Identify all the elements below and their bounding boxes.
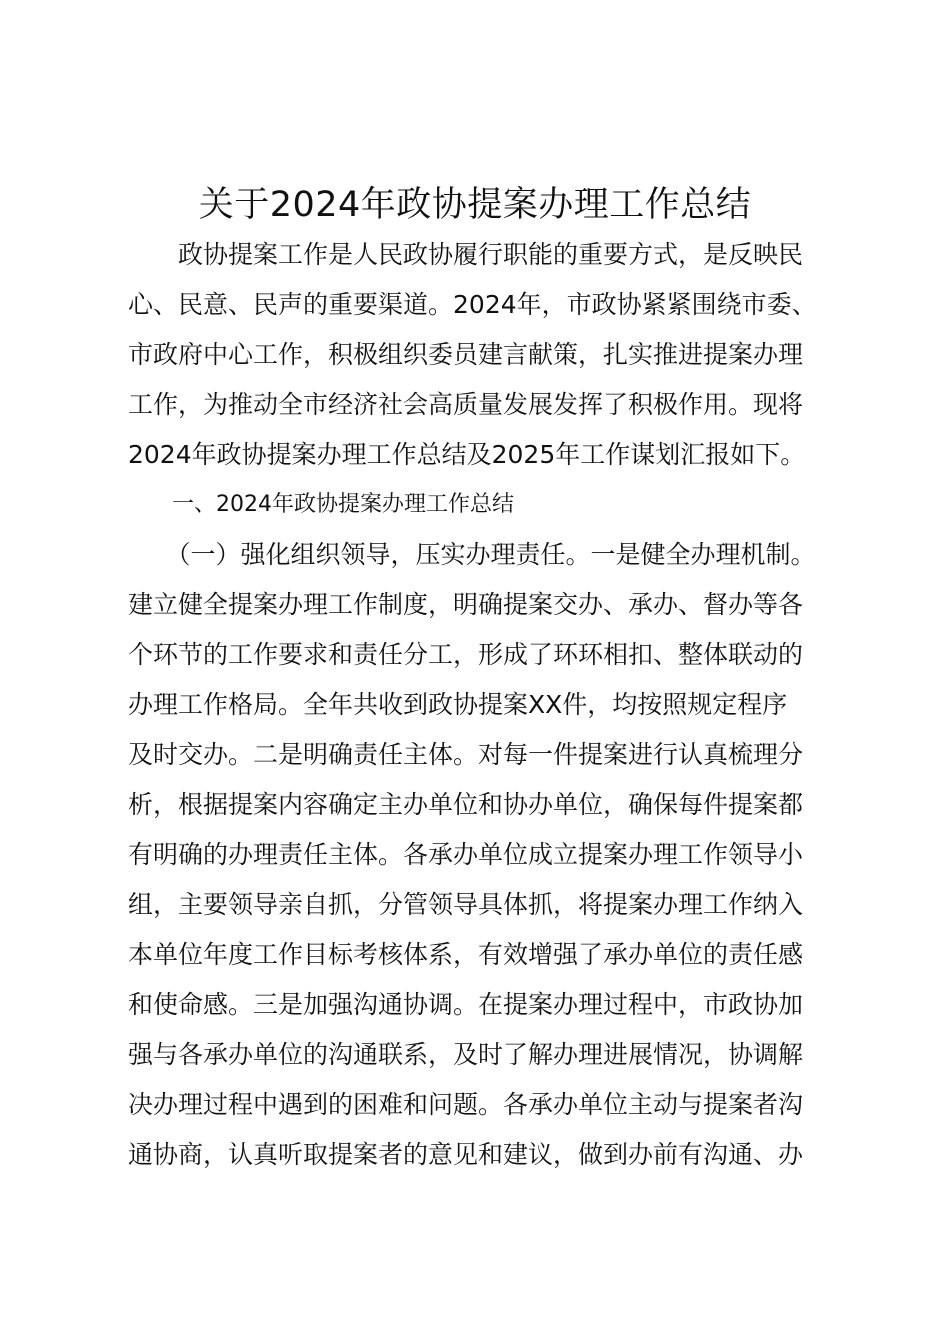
body-line: 建立健全提案办理工作制度，明确提案交办、承办、督办等各 <box>128 590 804 619</box>
body-line: 强与各承办单位的沟通联系，及时了解办理进展情况，协调解 <box>128 1040 804 1069</box>
body-line: 析，根据提案内容确定主办单位和协办单位，确保每件提案都 <box>128 790 804 819</box>
body-line: 有明确的办理责任主体。各承办单位成立提案办理工作领导小 <box>128 840 804 869</box>
body-line: 办理工作格局。全年共收到政协提案XX件，均按照规定程序 <box>128 690 788 719</box>
body-line: 通协商，认真听取提案者的意见和建议，做到办前有沟通、办 <box>128 1140 804 1169</box>
section-heading: 一、2024年政协提案办理工作总结 <box>128 492 514 517</box>
body-line: 工作，为推动全市经济社会高质量发展发挥了积极作用。现将 <box>128 390 804 419</box>
body-line: 心、民意、民声的重要渠道。2024年，市政协紧紧围绕市委、 <box>128 290 817 319</box>
body-line: 及时交办。二是明确责任主体。对每一件提案进行认真梳理分 <box>128 740 804 769</box>
body-line: 决办理过程中遇到的困难和问题。各承办单位主动与提案者沟 <box>128 1090 804 1119</box>
body-line: 个环节的工作要求和责任分工，形成了环环相扣、整体联动的 <box>128 640 804 669</box>
body-line: 和使命感。三是加强沟通协调。在提案办理过程中，市政协加 <box>128 990 804 1019</box>
body-line: 本单位年度工作目标考核体系，有效增强了承办单位的责任感 <box>128 940 804 969</box>
body-line: 市政府中心工作，积极组织委员建言献策，扎实推进提案办理 <box>128 340 804 369</box>
body-line: 组，主要领导亲自抓，分管领导具体抓，将提案办理工作纳入 <box>128 890 804 919</box>
document-title: 关于2024年政协提案办理工作总结 <box>198 185 752 225</box>
body-line: 政协提案工作是人民政协履行职能的重要方式，是反映民 <box>128 240 804 269</box>
body-line: 2024年政协提案办理工作总结及2025年工作谋划汇报如下。 <box>128 440 806 469</box>
body-line: （一）强化组织领导，压实办理责任。一是健全办理机制。 <box>128 540 816 569</box>
